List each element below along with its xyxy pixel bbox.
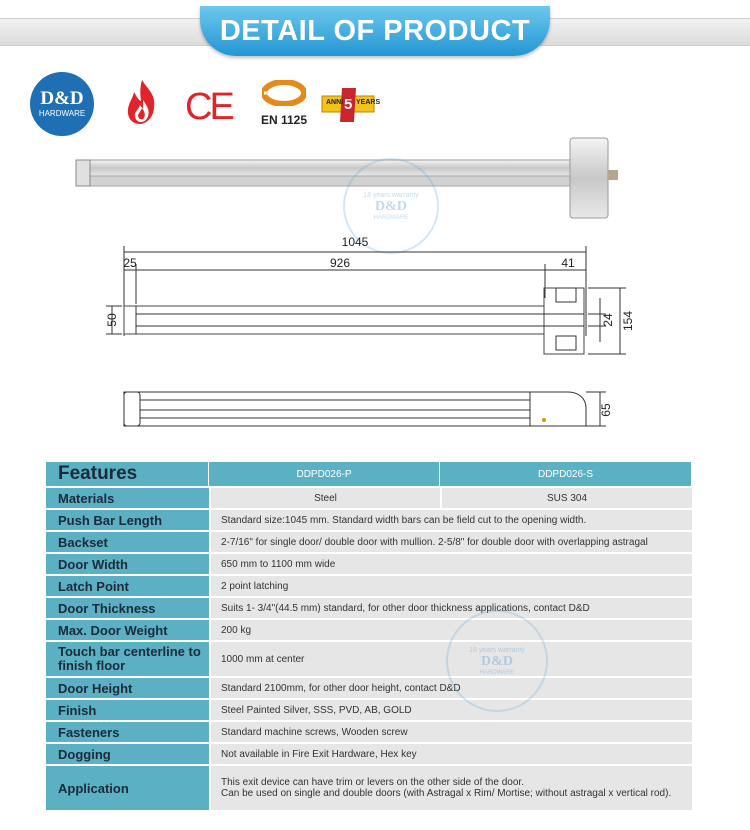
en1125-icon [262, 80, 306, 106]
spec-header-row [46, 462, 692, 486]
table-row [46, 742, 692, 764]
col-ddpd026-p: DDPD026-P [209, 462, 440, 486]
brand-name: D&D [40, 88, 84, 109]
brand-sub: HARDWARE [38, 109, 86, 118]
en1125-badge [256, 80, 312, 130]
row-label: Backset [46, 530, 209, 552]
row-label: Door Thickness [46, 596, 209, 618]
row-label: Application [46, 764, 209, 810]
row-label: Door Width [46, 552, 209, 574]
dim-middle: 926 [329, 256, 351, 270]
table-row [46, 552, 692, 574]
wm-brand: D&D [375, 198, 407, 214]
anni-text: ANNI [326, 99, 344, 106]
dim-total-height: 154 [621, 310, 635, 332]
row-value [209, 764, 692, 810]
application-line-2: Can be used on single and double doors (with Astragal x Rim/ Mortise; without astragal x vertical rod). [221, 788, 672, 799]
row-value: Steel Painted Silver, SSS, PVD, AB, GOLD [209, 698, 692, 720]
materials-s: SUS 304 [440, 486, 692, 508]
table-row [46, 486, 692, 508]
fire-icon [122, 78, 162, 126]
col-ddpd026-s: DDPD026-S [440, 462, 692, 486]
table-row [46, 530, 692, 552]
row-value: 2-7/16" for single door/ double door with mullion. 2-5/8" for double door with overlapping astragal [209, 530, 692, 552]
row-label: Latch Point [46, 574, 209, 596]
row-label: Max. Door Weight [46, 618, 209, 640]
watermark-table [446, 610, 548, 712]
banner [200, 6, 550, 56]
anniversary-badge [320, 86, 381, 136]
wm-brand-2: D&D [481, 653, 513, 669]
dim-inner-height: 24 [601, 313, 615, 327]
row-label: Dogging [46, 742, 209, 764]
page-title: DETAIL OF PRODUCT [219, 14, 531, 47]
ce-mark: CE [185, 86, 232, 128]
row-label: Fasteners [46, 720, 209, 742]
row-value: 650 mm to 1100 mm wide [209, 552, 692, 574]
en1125-label: EN 1125 [260, 113, 308, 127]
dim-right: 41 [561, 256, 575, 270]
table-row [46, 698, 692, 720]
row-value: Suits 1- 3/4"(44.5 mm) standard, for other door thickness applications, contact D&D [209, 596, 692, 618]
row-value: Standard machine screws, Wooden screw [209, 720, 692, 742]
row-label: Door Height [46, 676, 209, 698]
anni-num: 5 [344, 96, 353, 113]
side-view-drawing [100, 380, 620, 440]
table-row [46, 764, 692, 810]
wm-sub-2: HARDWARE [479, 669, 515, 676]
row-label: Touch bar centerline to finish floor [46, 640, 209, 676]
table-row [46, 574, 692, 596]
wm-sub: HARDWARE [373, 214, 409, 221]
dim-bar-height: 50 [105, 313, 119, 327]
row-value: Standard 2100mm, for other door height, contact D&D [209, 676, 692, 698]
features-heading: Features [46, 462, 209, 486]
dim-overall: 1045 [341, 235, 369, 249]
spec-table [46, 462, 692, 810]
table-row [46, 676, 692, 698]
wm-warranty-2: 18 years warranty [469, 646, 525, 654]
brand-logo [30, 72, 94, 136]
wm-warranty: 18 years warranty [363, 191, 419, 199]
row-value: Not available in Fire Exit Hardware, Hex key [209, 742, 692, 764]
table-row [46, 508, 692, 530]
row-value: 200 kg [209, 618, 692, 640]
row-label: Push Bar Length [46, 508, 209, 530]
row-value: 1000 mm at center [209, 640, 692, 676]
dim-depth: 65 [599, 403, 613, 417]
table-row [46, 596, 692, 618]
row-label: Finish [46, 698, 209, 720]
materials-p: Steel [209, 486, 440, 508]
row-label: Materials [46, 486, 209, 508]
table-row [46, 618, 692, 640]
row-value: Standard size:1045 mm. Standard width bars can be field cut to the opening width. [209, 508, 692, 530]
application-line-1: This exit device can have trim or levers on the other side of the door. [221, 777, 524, 788]
table-row [46, 640, 692, 676]
top-view-drawing [100, 232, 640, 362]
anni-years: YEARS [356, 99, 381, 106]
dim-left: 25 [123, 256, 137, 270]
table-row [46, 720, 692, 742]
row-value: 2 point latching [209, 574, 692, 596]
